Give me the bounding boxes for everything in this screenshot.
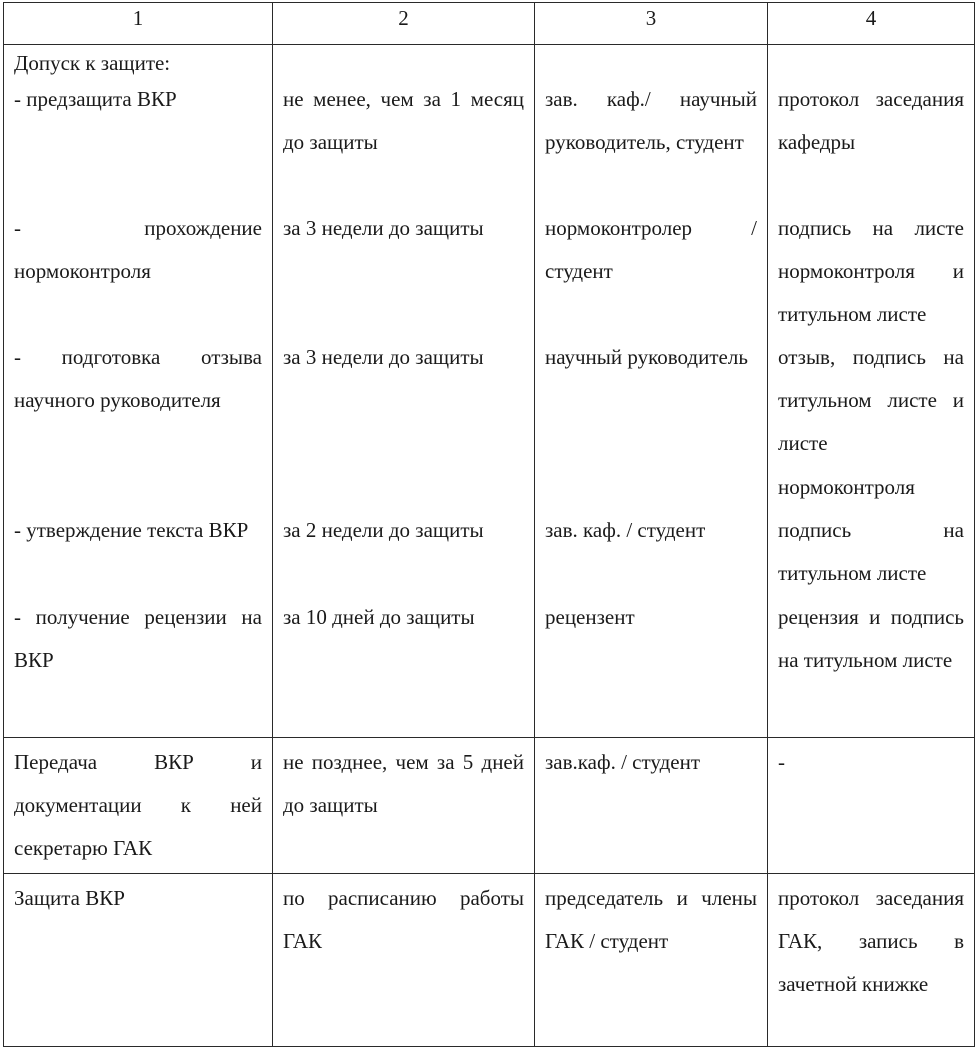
column-header-3: 3 — [535, 3, 768, 45]
deadline-cell — [273, 738, 535, 874]
stage-text: - прохождение нормоконтроля — [14, 216, 262, 284]
responsible-cell — [535, 873, 768, 1046]
deadline-text: за 10 дней до защиты — [283, 605, 475, 629]
responsible-text: нормоконтролер / студент — [545, 216, 757, 284]
stage-text: - получение рецензии на ВКР — [14, 605, 262, 673]
document-text: рецензия и подпись на титульном листе — [778, 605, 964, 673]
document-text: - — [778, 750, 785, 774]
document-text: подпись на титульном листе — [778, 518, 964, 586]
stage-text: - подготовка отзыва научного руководителя — [14, 345, 262, 413]
document-cell — [768, 738, 975, 874]
table-row-admission — [4, 45, 975, 738]
document-cell — [768, 45, 975, 738]
deadline-text: по расписанию работы ГАК — [283, 885, 524, 953]
document-text: протокол заседания ГАК, запись в зачетной книжке — [778, 885, 964, 997]
stage-cell — [4, 738, 273, 874]
deadline-text: не менее, чем за 1 месяц до защиты — [283, 87, 524, 155]
column-header-1: 1 — [4, 3, 273, 45]
deadline-text: за 3 недели до защиты — [283, 345, 484, 369]
responsible-text: научный руководитель — [545, 345, 748, 369]
schedule-table — [3, 2, 975, 1047]
responsible-text: рецензент — [545, 605, 635, 629]
document-page — [3, 2, 974, 1013]
table-row-defense — [4, 873, 975, 1046]
document-text: подпись на листе нормоконтроля и титульном листе — [778, 216, 964, 327]
column-header-4: 4 — [768, 3, 975, 45]
document-cell — [768, 873, 975, 1046]
table-row-transfer — [4, 738, 975, 874]
section-heading: Допуск к защите: — [14, 51, 171, 75]
stage-text: - предзащита ВКР — [14, 87, 177, 111]
deadline-cell — [273, 873, 535, 1046]
responsible-text: зав. каф. / студент — [545, 518, 706, 542]
column-header-2: 2 — [273, 3, 535, 45]
stage-text: Передача ВКР и документации к ней секретарю ГАК — [14, 750, 262, 861]
stage-text: - утверждение текста ВКР — [14, 518, 249, 542]
deadline-text: за 3 недели до защиты — [283, 216, 484, 240]
stage-cell — [4, 45, 273, 738]
deadline-text: не позднее, чем за 5 дней до защиты — [283, 750, 524, 818]
document-text: отзыв, подпись на титульном листе и листе нормоконтроля — [778, 345, 964, 499]
deadline-cell — [273, 45, 535, 738]
responsible-cell — [535, 45, 768, 738]
stage-cell — [4, 873, 273, 1046]
document-text: протокол заседания кафедры — [778, 87, 964, 155]
stage-text: Защита ВКР — [14, 885, 125, 910]
deadline-text: за 2 недели до защиты — [283, 518, 484, 542]
header-row — [4, 3, 975, 45]
responsible-text: зав.каф. / студент — [545, 750, 700, 774]
responsible-cell — [535, 738, 768, 874]
responsible-text: зав. каф./ научный руководитель, студент — [545, 87, 757, 155]
responsible-text: председатель и члены ГАК / студент — [545, 885, 757, 953]
